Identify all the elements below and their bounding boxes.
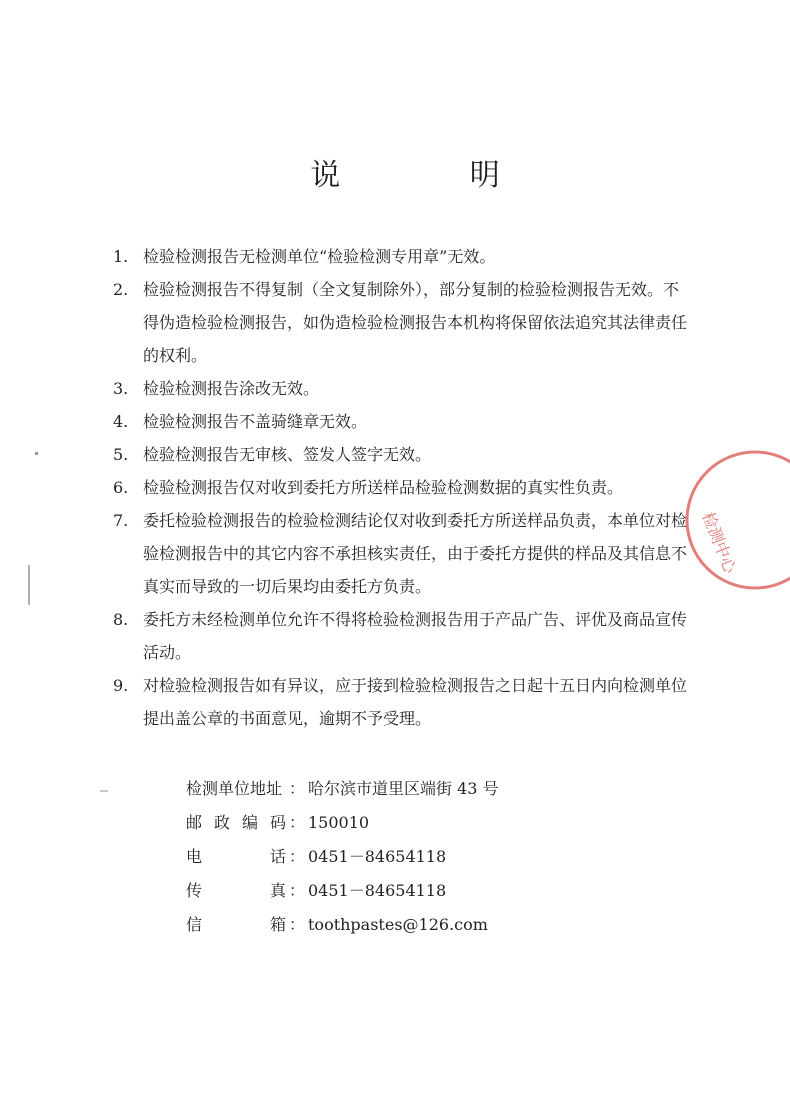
item-number: 2.	[113, 280, 129, 299]
email-label: 信 箱	[186, 915, 286, 934]
postcode-value: 150010	[308, 813, 370, 832]
official-seal-stamp	[680, 445, 790, 595]
item-number: 7.	[113, 511, 129, 530]
item-text: 检验检测报告不得复制（全文复制除外），部分复制的检验检测报告无效。不得伪造检验检测报告，如伪造检验检测报告本机构将保留依法追究其法律责任的权利。	[143, 280, 688, 365]
item-text: 委托检验检测报告的检验检测结论仅对收到委托方所送样品负责，本单位对检验检测报告中的其它内容不承担核实责任，由于委托方提供的样品及其信息不真实而导致的一切后果均由委托方负责。	[143, 511, 688, 596]
email-value: toothpastes@126.com	[308, 915, 488, 934]
postcode-row	[186, 806, 606, 840]
item-text: 检验检测报告无审核、签发人签字无效。	[143, 445, 432, 464]
list-item	[113, 438, 693, 471]
item-text: 检验检测报告涂改无效。	[143, 379, 320, 398]
list-item	[113, 669, 693, 735]
colon: ：	[288, 779, 305, 798]
phone-row	[186, 840, 606, 874]
colon: ：	[288, 915, 305, 934]
list-item	[113, 372, 693, 405]
list-item	[113, 603, 693, 669]
phone-label: 电 话	[186, 847, 286, 866]
fax-label: 传 真	[186, 881, 286, 900]
scan-mark	[28, 565, 30, 605]
postcode-label: 邮 政 编 码	[186, 813, 286, 832]
item-number: 9.	[113, 676, 129, 695]
item-number: 1.	[113, 247, 129, 266]
colon: ：	[288, 813, 305, 832]
list-item	[113, 240, 693, 273]
colon: ：	[288, 881, 305, 900]
notes-list	[113, 240, 693, 735]
item-text: 检验检测报告不盖骑缝章无效。	[143, 412, 368, 431]
list-item	[113, 471, 693, 504]
phone-value: 0451－84654118	[308, 847, 447, 866]
item-number: 5.	[113, 445, 129, 464]
item-text: 委托方未经检测单位允许不得将检验检测报告用于产品广告、评优及商品宣传活动。	[143, 610, 688, 662]
item-number: 4.	[113, 412, 129, 431]
list-item	[113, 504, 693, 603]
page-title: 说 明	[310, 158, 560, 193]
fax-row	[186, 874, 606, 908]
email-row	[186, 908, 606, 942]
address-value: 哈尔滨市道里区端街 43 号	[308, 779, 499, 798]
item-text: 检验检测报告仅对收到委托方所送样品检验检测数据的真实性负责。	[143, 478, 624, 497]
scan-mark	[35, 452, 38, 455]
colon: ：	[288, 847, 305, 866]
item-number: 8.	[113, 610, 129, 629]
contact-block	[186, 772, 606, 942]
address-label: 检测单位地址	[186, 779, 283, 798]
item-text: 对检验检测报告如有异议，应于接到检验检测报告之日起十五日内向检测单位提出盖公章的书面意见，逾期不予受理。	[143, 676, 688, 728]
scan-mark	[100, 790, 108, 792]
item-text: 检验检测报告无检测单位“检验检测专用章”无效。	[143, 247, 496, 266]
fax-value: 0451－84654118	[308, 881, 447, 900]
item-number: 3.	[113, 379, 129, 398]
list-item	[113, 405, 693, 438]
list-item	[113, 273, 693, 372]
item-number: 6.	[113, 478, 129, 497]
seal-text: 检测中心	[698, 509, 740, 576]
address-row	[186, 772, 606, 806]
